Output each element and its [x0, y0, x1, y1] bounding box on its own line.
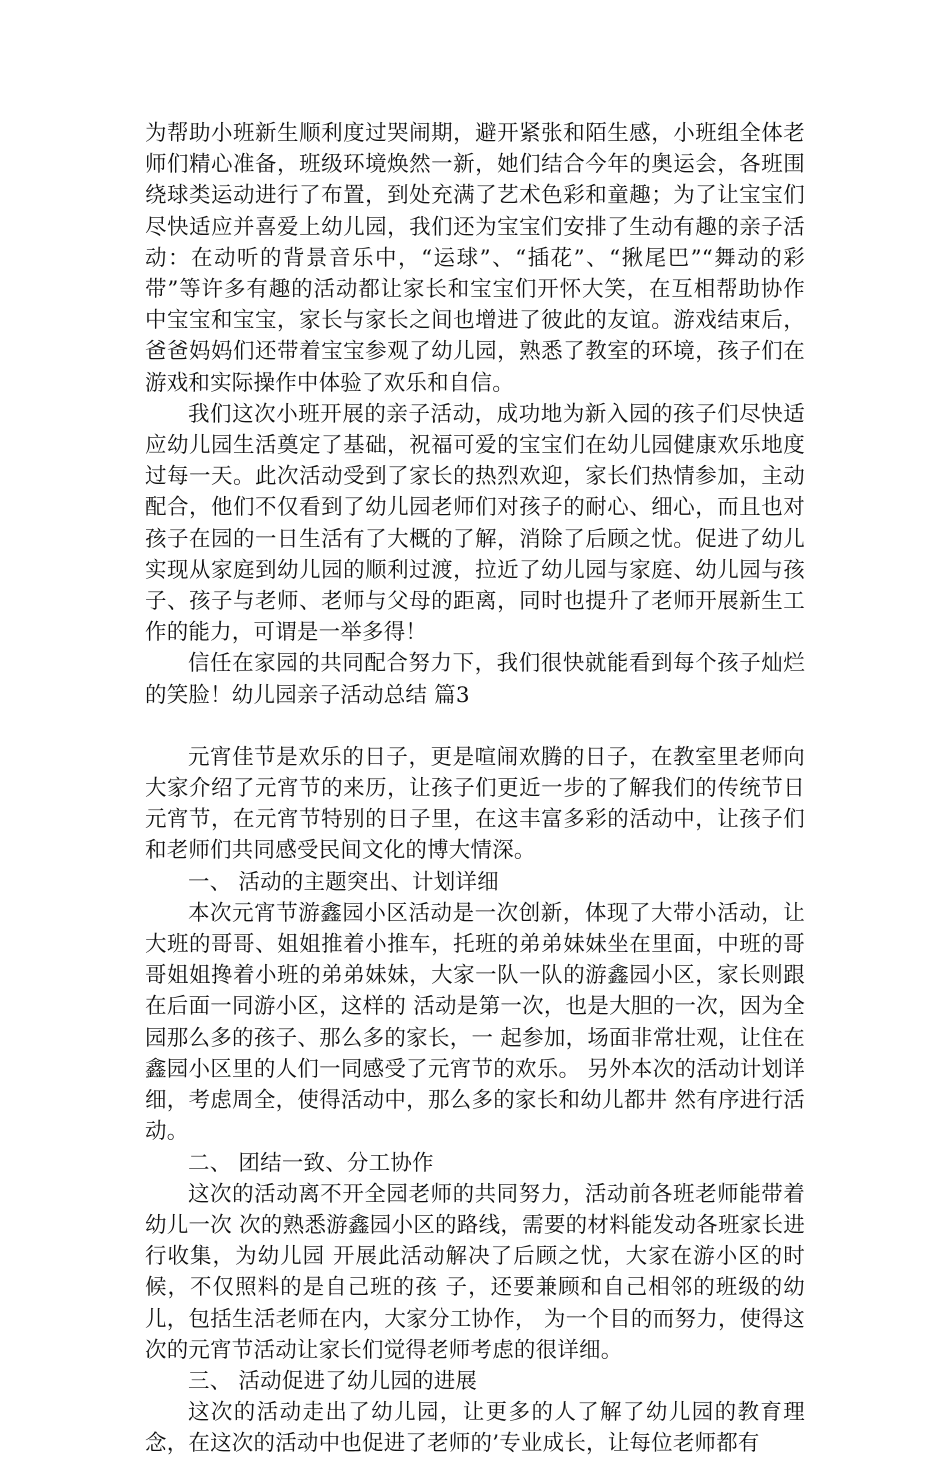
blank-line	[145, 711, 805, 742]
heading-1: 一、 活动的主题突出、计划详细	[188, 869, 499, 895]
heading-3-paragraph: 这次的活动走出了幼儿园，让更多的人了解了幼儿园的教育理念，在这次的活动中也促进了老师的’专业成长，让每位老师都有	[145, 1400, 805, 1457]
intro-paragraph: 元宵佳节是欢乐的日子，更是喧闹欢腾的日子，在教室里老师向大家介绍了元宵节的来历，让孩子们更近一步的了解我们的传统节日元宵节，在元宵节特别的日子里，在这丰富多彩的活动中，让孩子们和老师们共同感受民间文化的博大情深。	[145, 744, 805, 864]
heading-2: 二、 团结一致、分工协作	[188, 1150, 434, 1176]
paragraph-1: 为帮助小班新生顺利度过哭闹期，避开紧张和陌生感，小班组全体老师们精心准备，班级环境焕然一新，她们结合今年的奥运会，各班围绕球类运动进行了布置，到处充满了艺术色彩和童趣；为了让宝宝们尽快适应并喜爱上幼儿园，我们还为宝宝们安排了生动有趣的亲子活动：在动听的背景音乐中，“运球”、“插花”、“揪尾巴”“舞动的彩带”等许多有趣的活动都让家长和宝宝们开怀大笑，在互相帮助协作中宝宝和宝宝，家长与家长之间也增进了彼此的友谊。游戏结束后，爸爸妈妈们还带着宝宝参观了幼儿园，熟悉了教室的环境，孩子们在游戏和实际操作中体验了欢乐和自信。	[145, 121, 805, 396]
heading-1-paragraph: 本次元宵节游鑫园小区活动是一次创新，体现了大带小活动，让大班的哥哥、姐姐推着小推车，托班的弟弟妹妹坐在里面，中班的哥哥姐姐搀着小班的弟弟妹妹，大家一队一队的游鑫园小区，家长则跟在后面一同游小区，这样的 活动是第一次，也是大胆的一次，因为全园那么多的孩子、那么多的家长，一 起参加，场面非常壮观，让住在鑫园小区里的人们一同感受了元宵节的欢乐。 另外本次的活动计划详细，考虑周全，使得活动中，那么多的家长和幼儿都井 然有序进行活动。	[145, 900, 805, 1145]
paragraph-2: 我们这次小班开展的亲子活动，成功地为新入园的孩子们尽快适应幼儿园生活奠定了基础，祝福可爱的宝宝们在幼儿园健康欢乐地度过每一天。此次活动受到了家长的热烈欢迎，家长们热情参加，主动配合，他们不仅看到了幼儿园老师们对孩子的耐心、细心，而且也对孩子在园的一日生活有了大概的了解，消除了后顾之忧。促进了幼儿实现从家庭到幼儿园的顺利过渡，拉近了幼儿园与家庭、幼儿园与孩子、孩子与老师、老师与父母的距离，同时也提升了老师开展新生工作的能力，可谓是一举多得！	[145, 401, 805, 646]
document-page	[145, 118, 805, 1460]
section-1	[145, 118, 805, 711]
paragraph-3: 信任在家园的共同配合努力下，我们很快就能看到每个孩子灿烂的笑脸！幼儿园亲子活动总结 篇3	[145, 651, 805, 708]
heading-3: 三、 活动促进了幼儿园的进展	[188, 1368, 478, 1394]
heading-2-paragraph: 这次的活动离不开全园老师的共同努力，活动前各班老师能带着幼儿一次 次的熟悉游鑫园小区的路线，需要的材料能发动各班家长进行收集，为幼儿园 开展此活动解决了后顾之忧，大家在游小区的时候，不仅照料的是自己班的孩 子，还要兼顾和自己相邻的班级的幼儿，包括生活老师在内，大家分工协作， 为一个目的而努力，使得这次的元宵节活动让家长们觉得老师考虑的很详细。	[145, 1181, 805, 1363]
section-2	[145, 742, 805, 1460]
